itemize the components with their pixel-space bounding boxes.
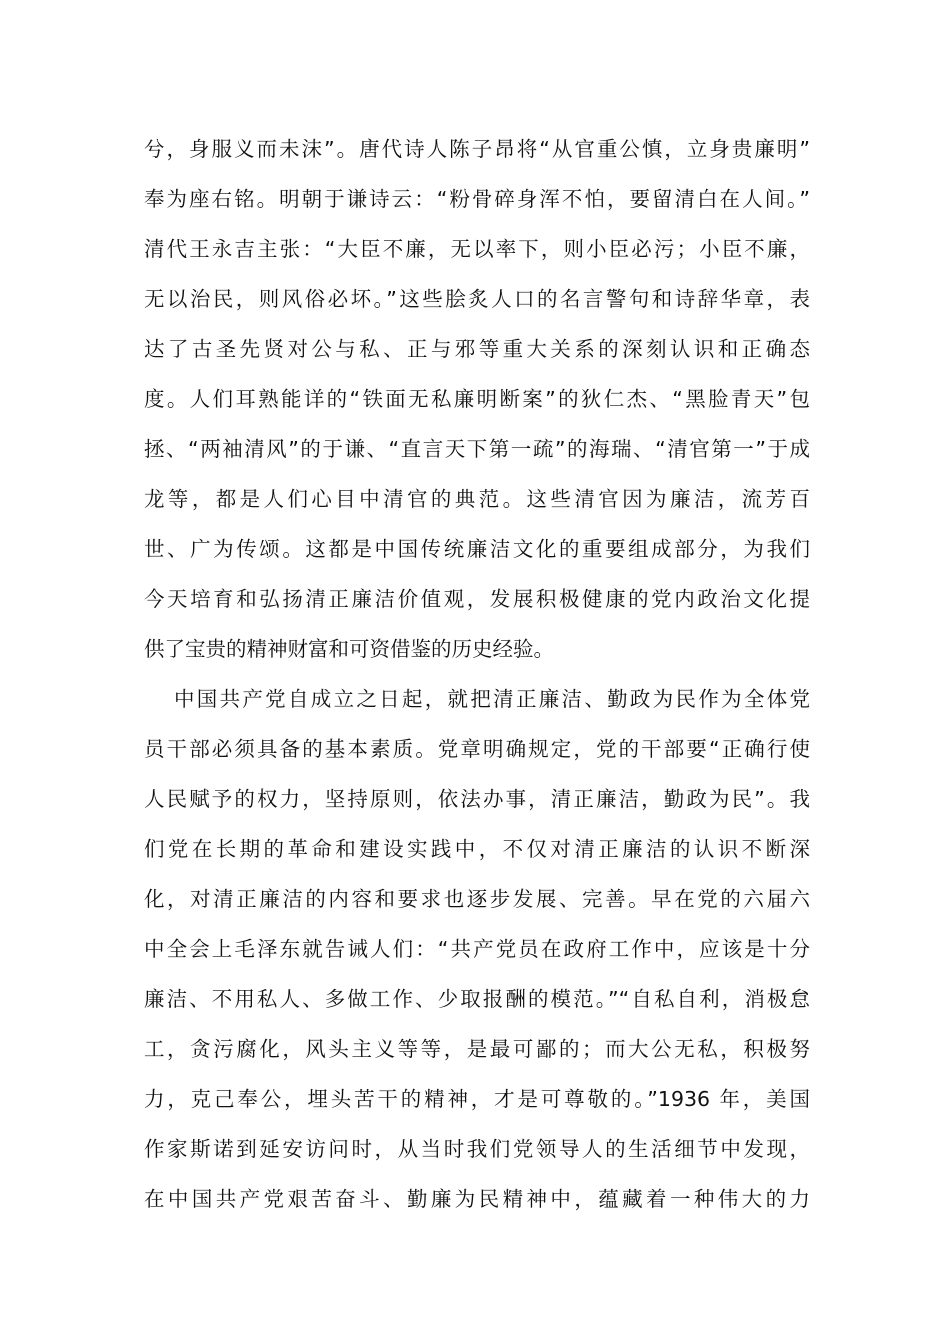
text-line: 作家斯诺到延安访问时，从当时我们党领导人的生活细节中发现， [144,1137,810,1161]
text-line: 供了宝贵的精神财富和可资借鉴的历史经验。 [144,637,554,661]
text-line: 廉洁、不用私人、多做工作、少取报酬的模范。”“自私自利，消极怠 [144,987,810,1011]
text-line: 化，对清正廉洁的内容和要求也逐步发展、完善。早在党的六届六 [144,887,810,911]
text-line: 无以治民，则风俗必坏。”这些脍炙人口的名言警句和诗辞华章，表 [144,287,810,311]
text-line: 今天培育和弘扬清正廉洁价值观，发展积极健康的党内政治文化提 [144,587,810,611]
text-line: 中国共产党自成立之日起，就把清正廉洁、勤政为民作为全体党 [174,687,810,711]
text-line: 度。人们耳熟能详的“铁面无私廉明断案”的狄仁杰、“黑脸青天”包 [144,387,810,411]
text-line: 工，贪污腐化，风头主义等等，是最可鄙的；而大公无私，积极努 [144,1037,810,1061]
text-line: 力，克己奉公，埋头苦干的精神，才是可尊敬的。”1936 年，美国 [144,1087,810,1111]
text-line: 在中国共产党艰苦奋斗、勤廉为民精神中，蕴藏着一种伟大的力 [144,1187,810,1211]
text-line: 员干部必须具备的基本素质。党章明确规定，党的干部要“正确行使 [144,737,810,761]
text-line: 拯、“两袖清风”的于谦、“直言天下第一疏”的海瑞、“清官第一”于成 [144,437,810,461]
text-line: 们党在长期的革命和建设实践中，不仅对清正廉洁的认识不断深 [144,837,810,861]
text-line: 龙等，都是人们心目中清官的典范。这些清官因为廉洁，流芳百 [144,487,810,511]
text-line: 达了古圣先贤对公与私、正与邪等重大关系的深刻认识和正确态 [144,337,810,361]
text-line: 清代王永吉主张：“大臣不廉，无以率下，则小臣必污；小臣不廉， [144,237,810,261]
text-line: 奉为座右铭。明朝于谦诗云：“粉骨碎身浑不怕，要留清白在人间。” [144,187,810,211]
text-line: 世、广为传颂。这都是中国传统廉洁文化的重要组成部分，为我们 [144,537,810,561]
text-line: 兮，身服义而未沫”。唐代诗人陈子昂将“从官重公慎，立身贵廉明” [144,137,810,161]
text-line: 中全会上毛泽东就告诫人们：“共产党员在政府工作中，应该是十分 [144,937,810,961]
text-line: 人民赋予的权力，坚持原则，依法办事，清正廉洁，勤政为民”。我 [144,787,810,811]
